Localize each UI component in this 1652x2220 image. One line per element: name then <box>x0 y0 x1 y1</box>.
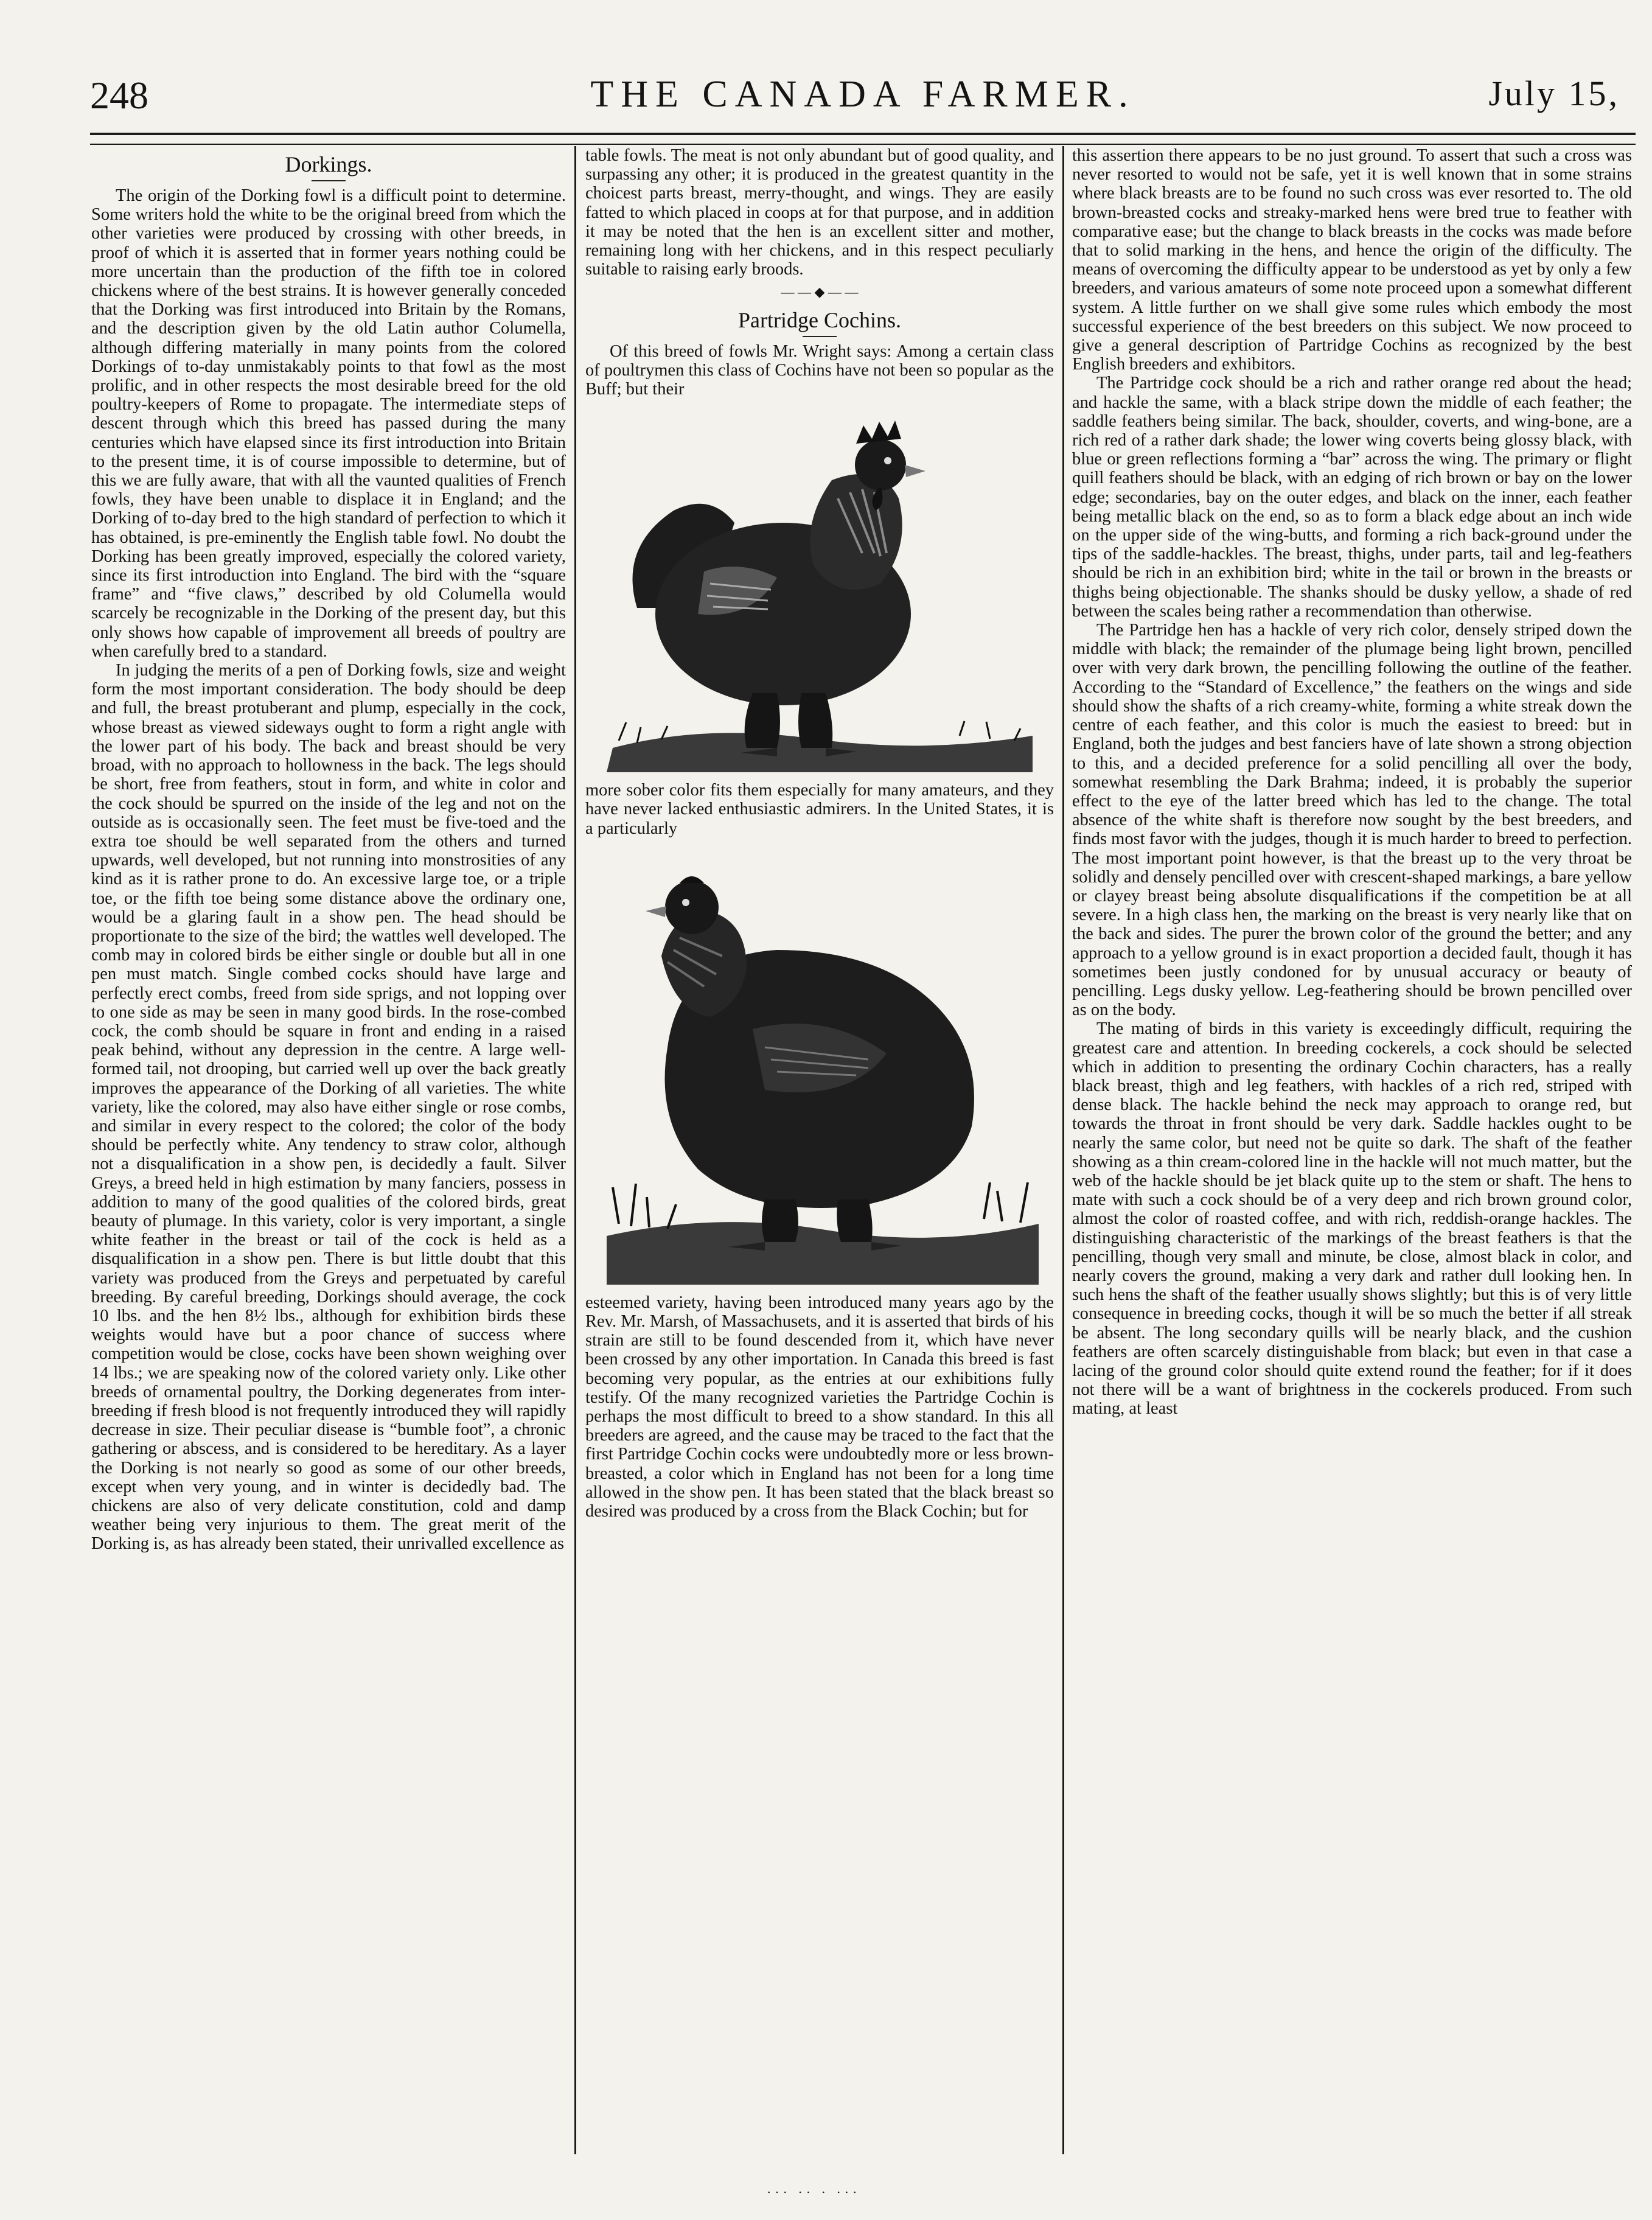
heading-dash <box>803 336 837 337</box>
article-paragraph: The Partridge cock should be a rich and rather orange red about the head; and hackle the same, with a black stripe down the middle of each feather; the saddle feathers being similar. The back, shoulder, coverts, and wing-bone, are a rich red of a rather dark shade; the lower wing coverts being glossy black, with blue or green reflections forming a “bar” across the wing. The primary or flight quill feathers should be black, with an edging of rich brown or bay on the lower edge; secondaries, bay on the outer edges, and black on the inner, each feather being metallic black on the end, so as to form a black edge about an inch wide on the upper side of the wing-butts, and forming a rich back-ground under the tips of the saddle-hackles. The breast, thighs, under parts, tail and leg-feathers should be rich in an exhibition bird; white in the tail or brown in the breasts or thighs being objectionable. The shanks should be dusky yellow, a shade of red between the scales being rather a recommendation than otherwise. <box>1072 374 1632 621</box>
article-paragraph: The mating of birds in this variety is exceedingly difficult, requiring the greatest care and attention. In breeding cockerels, a cock should be selected which in addition to presenting the ordinary Cochin characters, has a really black breast, thigh and leg feathers, with hackles of a rich red, striped with dense black. The hackle behind the neck may approach to orange red, but towards the throat in front should be very dark. Saddle hackles ought to be nearly the same color, but need not be quite so dark. The shaft of the feather showing as a thin cream-colored line in the hackle will not much matter, but the web of the hackle should be jet black quite up to the stem or shaft. The hens to mate with such a cock should be of a very deep and rich brown ground color, almost the color of roasted coffee, and with rich, reddish-orange hackles. The distinguishing characteristic of the markings of the breast feathers is that the pencilling, though very small and minute, be close, almost black in color, and nearly covers the ground, making a very dark and rather dull looking hen. In such hens the shaft of the feather usually shows slightly; but this is of very little consequence in breeding cocks, though it will be so much the better if all streak be absent. The long secondary quills will be nearly black, and the cushion feathers are often scarcely distinguishable from black; but even in that case a lacing of the ground color should quite extend round the feather; for if it does not there will be a want of brightness in the cockerels produced. From such mating, at least <box>1072 1019 1632 1419</box>
section-heading-partridge-cochins: Partridge Cochins. <box>738 307 901 332</box>
article-paragraph: table fowls. The meat is not only abundant but of good quality, and surpassing any other; it is produced in the greatest quantity in the choicest parts breast, merry-thought, and wings. They are easily fatted to which placed in coops at for that purpose, and in addition it may be noted that the hen is an excellent sitter and mother, remaining long with her chickens, and in this respect peculiarly suitable to raising early broods. <box>585 146 1054 279</box>
column-divider <box>574 146 576 2154</box>
page-number: 248 <box>90 74 148 117</box>
partridge-cochin-hen-illustration <box>594 846 1045 1285</box>
article-paragraph: this assertion there appears to be no just ground. To assert that such a cross was never resorted to would not be safe, yet it is well known that in some strains where black breasts are to be found no such cross was ever resorted to. The old brown-breasted cocks and streaky-marked hens were bred true to feather with comparative ease; but the change to black breasts in the cocks was made before that to solid marking in the hens, and hence the origin of the difficulty. The means of overcoming the difficulty appear to be understood as yet by only a few breeders, and various amateurs of some note proceed upon a somewhat different system. A little further on we shall give some rules which embody the most successful experience of the best breeders on this subject. We now proceed to give a general description of Partridge Cochins as recognized by the best English breeders and exhibitors. <box>1072 146 1632 374</box>
column-right <box>1072 146 1632 2160</box>
column-middle <box>585 146 1054 2160</box>
header-rule <box>90 133 1636 145</box>
article-paragraph: The Partridge hen has a hackle of very rich color, densely striped down the middle with black; the remainder of the plumage being light brown, pencilled over with very dark brown, the pencilling following the outline of the feather. According to the “Standard of Excellence,” the feathers on the wings and side should show the shafts of a rich creamy-white, forming a white streak down the centre of each feather, and this color is much the easiest to breed: but in England, both the judges and best fanciers have of late shown a strong objection to this, and a decided preference for a solid pencilling all over the body, somewhat resembling the Dark Brahma; indeed, it is probably the superior effect to the eye of the latter breed which has led to the change. The total absence of the white shaft is therefore now sought by the best breeders, and finds most favor with the judges, though it is much harder to breed to perfection. The most important point however, is that the breast up to the very throat be solidly and densely pencilled over with crescent-shaped markings, a bare yellow or clayey breast being absolute disqualifications if the competition be at all severe. In a high class hen, the marking on the breast is very nearly like that on the back and sides. The purer the brown color of the ground the better; and any approach to a yellow ground is in exact proportion a decided fault, though it has sometimes been justly condoned for by unusual accuracy or beauty of pencilling. Legs dusky yellow. Leg-feathering should be brown pencilled over as on the body. <box>1072 621 1632 1020</box>
newspaper-title: THE CANADA FARMER. <box>590 74 1135 115</box>
section-heading-dorkings: Dorkings. <box>285 152 372 176</box>
column-left <box>91 146 566 2160</box>
page-footer-ornament: ··· ·· · ··· <box>767 2185 861 2200</box>
article-paragraph: Of this breed of fowls Mr. Wright says: Among a certain class of poultrymen this class of Cochins have not been so popular as the Buff; but their <box>585 341 1054 399</box>
heading-dash <box>312 180 346 181</box>
article-paragraph: In judging the merits of a pen of Dorking fowls, size and weight form the most important consideration. The body should be deep and full, the breast protuberant and plump, especially in the cock, whose breast as viewed sideways ought to form a right angle with the lower part of his body. The back and breast should be very broad, with no approach to hollowness in the back. The legs should be short, free from feathers, stout in form, and white in color and the cock should be spurred on the inside of the leg and not on the outside as is occasionally seen. The feet must be five-toed and the extra toe should be well separated from the others and turned upwards, well developed, but not running into monstrosities of any kind as it is rather prone to do. An excessive large toe, or a triple toe, or the fifth toe being some distance above the ordinary one, would be a glaring fault in a show pen. The head should be proportionate to the size of the bird; the wattles well developed. The comb may in colored birds be either single or double but all in one pen must match. Single combed cocks should have large and perfectly erect combs, freed from side sprigs, and not lopping over to one side as may be seen in many good birds. In the rose-combed cock, the comb should be square in front and ending in a raised peak behind, without any depression in the centre. A large well-formed tail, not drooping, but carried well up over the back greatly improves the appearance of the Dorking of all varieties. The white variety, like the colored, may also have either single or rose combs, and similar in every respect to the colored; the color of the body should be perfectly white. Any tendency to straw color, although not a disqualification in a show pen, is decidedly a fault. Silver Greys, a breed held in high estimation by many fanciers, possess in addition to many of the good qualities of the colored birds, great beauty of plumage. In this variety, color is very important, a single white feather in the breast or tail of the cock is held as a disqualification in a show pen. There is but little doubt that this variety was produced from the Greys and perpetuated by careful breeding. By careful breeding, Dorkings should average, the cock 10 lbs. and the hen 8½ lbs., although for exhibition birds these weights would have but a poor chance of success where competition would be close, cocks have been shown weighing over 14 lbs.; we are speaking now of the colored variety only. Like other breeds of ornamental poultry, the Dorking degenerates from inter-breeding if fresh blood is not frequently introduced they will rapidly decrease in size. Their peculiar disease is “bumble foot”, a chronic gathering or abscess, and is considered to be hereditary. As a layer the Dorking is not nearly so good as some of our other breeds, except when very young, and in winter is decidedly bad. The chickens are also of very delicate constitution, cold and damp weather being very injurious to them. The great merit of the Dorking is, as has already been stated, their unrivalled excellence as <box>91 661 566 1554</box>
article-paragraph: more sober color fits them especially for many amateurs, and they have never lacked enthusiastic admirers. In the United States, it is a particularly <box>585 781 1054 838</box>
article-paragraph: esteemed variety, having been introduced many years ago by the Rev. Mr. Marsh, of Massachusets, and it is asserted that birds of his strain are still to be found descended from it, which have never been crossed by any other importation. In Canada this breed is fast becoming very popular, as the entries at our exhibitions fully testify. Of the many recognized varieties the Partridge Cochin is perhaps the most difficult to breed to a show standard. In this all breeders are agreed, and the cause may be traced to the fact that the first Partridge Cochin cocks were undoubtedly more or less brown-breasted, a color which in England has not been for a long time allowed in the show pen. It has been stated that the black breast so desired was produced by a cross from the Black Cochin; but for <box>585 1293 1054 1521</box>
issue-date: July 15, <box>1488 74 1620 113</box>
article-paragraph: The origin of the Dorking fowl is a difficult point to determine. Some writers hold the white to be the original breed from which the other varieties were produced by crossing with other breeds, in proof of which it is asserted that in former years nothing could be more uncertain than the production of the fifth toe in colored chickens where of the best strains. It is however generally conceded that the Dorking was first introduced into Britain by the Romans, and the description given by the old Latin author Columella, although differing materially in many points from the colored Dorkings of to-day unmistakably points to that fowl as the most prolific, and in other respects the most desirable breed for the old poultry-keepers of Rome to propagate. The intermediate steps of descent through which this breed has passed during the many centuries which have elapsed since its first introduction into Britain to the present time, it is of course impossible to determine, but of this we are fully aware, that with all the vaunted qualities of French fowls, they have been unable to displace it in England; and the Dorking of to-day bred to the high standard of perfection to which it has obtained, is pre-eminently the English table fowl. No doubt the Dorking has been greatly improved, especially the colored variety, since its first introduction into England. The bird with the “square frame” and “five claws,” described by old Columella would scarcely be recognizable in the Dorking of the present day, but this only shows how capable of improvement all breeds of poultry are when carefully bred to a standard. <box>91 186 566 661</box>
partridge-cochin-cock-illustration <box>594 407 1045 772</box>
page-header <box>90 73 1636 122</box>
section-ornament: — — ◆ — — <box>781 284 859 300</box>
column-divider <box>1062 146 1064 2154</box>
